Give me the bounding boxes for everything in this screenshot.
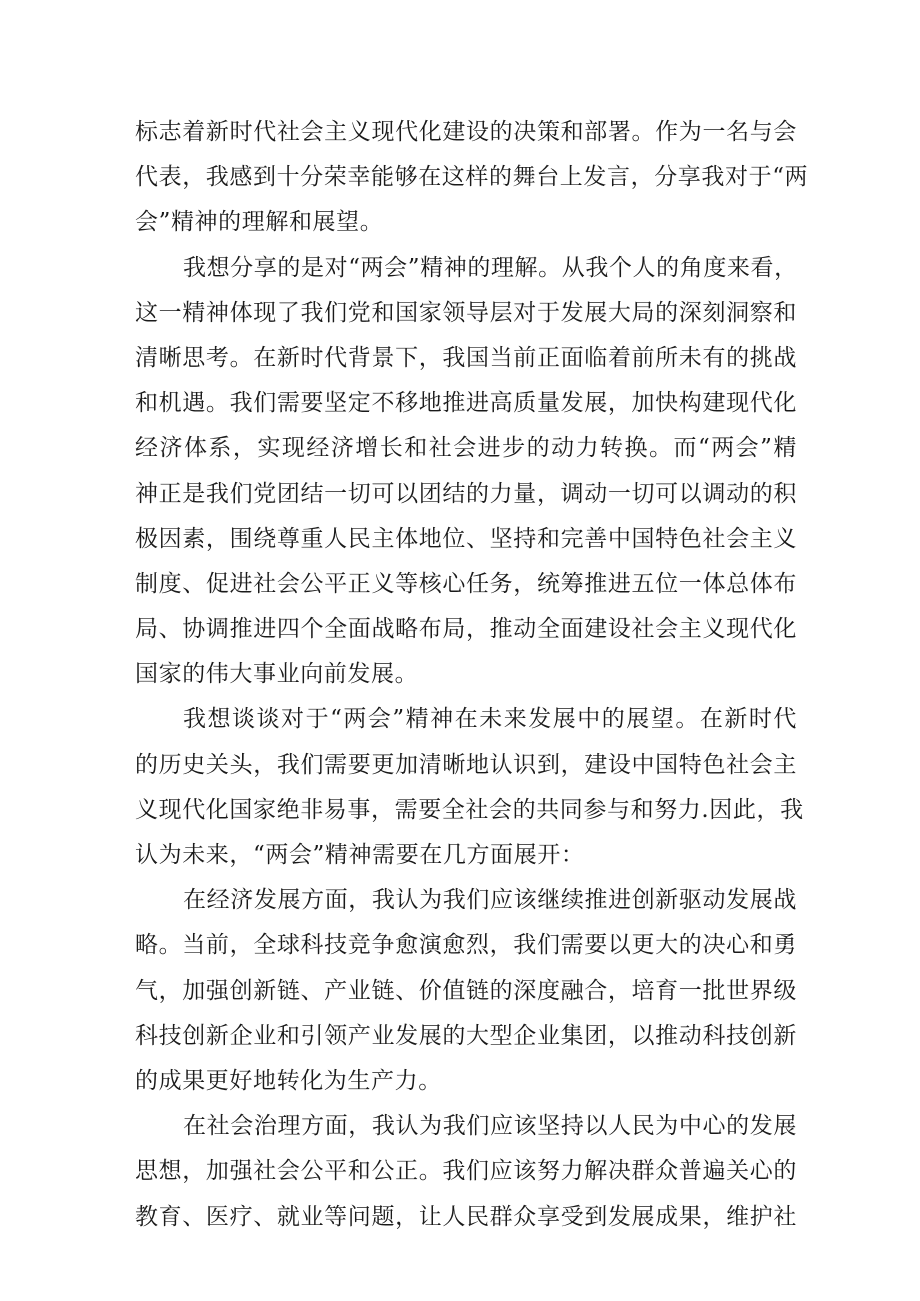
paragraph-2-line-7: 极因素，围绕尊重人民主体地位、坚持和完善中国特色社会主义 bbox=[135, 525, 797, 552]
paragraph-5-line-3: 教育、医疗、就业等问题，让人民群众享受到发展成果，维护社 bbox=[135, 1203, 797, 1230]
paragraph-2-line-5: 经济体系，实现经济增长和社会进步的动力转换。而“两会”精 bbox=[135, 435, 797, 462]
paragraph-2-line-2: 这一精神体现了我们党和国家领导层对于发展大局的深刻洞察和 bbox=[135, 299, 797, 326]
paragraph-1-line-2: 代表，我感到十分荣幸能够在这样的舞台上发言，分享我对于“两 bbox=[135, 164, 809, 191]
body-text bbox=[135, 110, 809, 1240]
paragraph-3-line-1: 我想谈谈对于“两会”精神在未来发展中的展望。在新时代 bbox=[183, 706, 797, 733]
paragraph-1-line-3: 会”精神的理解和展望。 bbox=[135, 209, 384, 236]
paragraph-4-line-5: 的成果更好地转化为生产力。 bbox=[135, 1067, 442, 1094]
paragraph-2-line-8: 制度、促进社会公平正义等核心任务，统筹推进五位一体总体布 bbox=[135, 570, 797, 597]
paragraph-4-line-4: 科技创新企业和引领产业发展的大型企业集团，以推动科技创新 bbox=[135, 1022, 797, 1049]
paragraph-2-line-10: 国家的伟大事业向前发展。 bbox=[135, 661, 419, 688]
paragraph-1-line-1: 标志着新时代社会主义现代化建设的决策和部署。作为一名与会 bbox=[135, 119, 797, 145]
paragraph-2-line-9: 局、协调推进四个全面战略布局，推动全面建设社会主义现代化 bbox=[135, 616, 797, 643]
paragraph-2-line-1: 我想分享的是对“两会”精神的理解。从我个人的角度来看， bbox=[183, 254, 798, 281]
paragraph-2-line-6: 神正是我们党团结一切可以团结的力量，调动一切可以调动的积 bbox=[135, 480, 797, 507]
paragraph-5-line-1: 在社会治理方面，我认为我们应该坚持以人民为中心的发展 bbox=[183, 1113, 797, 1140]
paragraph-5-line-2: 思想，加强社会公平和公正。我们应该努力解决群众普遍关心的 bbox=[135, 1158, 797, 1185]
paragraph-2-line-4: 和机遇。我们需要坚定不移地推进高质量发展，加快构建现代化 bbox=[135, 390, 797, 417]
paragraph-3-line-3: 义现代化国家绝非易事，需要全社会的共同参与和努力.因此，我 bbox=[135, 796, 804, 823]
paragraph-3-line-2: 的历史关头，我们需要更加清晰地认识到，建设中国特色社会主 bbox=[135, 751, 797, 778]
paragraph-4-line-1: 在经济发展方面，我认为我们应该继续推进创新驱动发展战 bbox=[183, 887, 797, 914]
paragraph-2-line-3: 清晰思考。在新时代背景下，我国当前正面临着前所未有的挑战 bbox=[135, 344, 797, 371]
paragraph-3-line-4: 认为未来，“两会”精神需要在几方面展开： bbox=[135, 842, 585, 868]
paragraph-4-line-2: 略。当前，全球科技竞争愈演愈烈，我们需要以更大的决心和勇 bbox=[135, 932, 797, 959]
paragraph-4-line-3: 气，加强创新链、产业链、价值链的深度融合，培育一批世界级 bbox=[135, 977, 797, 1004]
